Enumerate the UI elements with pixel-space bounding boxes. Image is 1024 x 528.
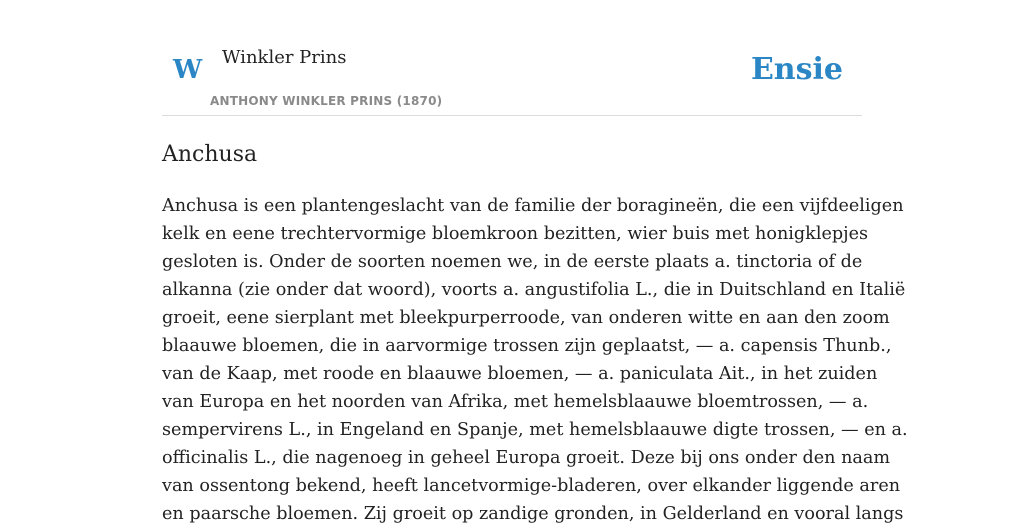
article-line: van de Kaap, met roode en blaauwe bloemen, — a. paniculata Ait., in het zuiden bbox=[162, 364, 878, 384]
ensie-logo[interactable]: Ensie bbox=[750, 52, 843, 87]
article-line: gesloten is. Onder de soorten noemen we, in de eerste plaats a. tinctoria of de bbox=[162, 252, 863, 272]
source-header bbox=[162, 40, 862, 116]
source-subtitle: ANTHONY WINKLER PRINS (1870) bbox=[210, 94, 443, 108]
article-line: alkanna (zie onder dat woord), voorts a. angustifolia L., die in Duitschland en Italië bbox=[162, 280, 906, 300]
article-line: kelk en eene trechtervormige bloemkroon bezitten, wier buis met honigklepjes bbox=[162, 224, 869, 244]
article-line: en paarsche bloemen. Zij groeit op zandige gronden, in Gelderland en vooral langs bbox=[162, 504, 904, 524]
article-line: blaauwe bloemen, die in aarvormige trossen zijn geplaatst, — a. capensis Thunb., bbox=[162, 336, 892, 356]
article-line: groeit, eene sierplant met bleekpurperroode, van onderen witte en aan den zoom bbox=[162, 308, 890, 328]
article-line: van Europa en het noorden van Afrika, met hemelsblaauwe bloemtrossen, — a. bbox=[162, 392, 869, 412]
article-title: Anchusa bbox=[162, 142, 258, 167]
article-line: van ossentong bekend, heeft lancetvormige-bladeren, over elkander liggende aren bbox=[162, 476, 901, 496]
source-logo[interactable]: W bbox=[173, 55, 203, 85]
article-line: officinalis L., die nagenoeg in geheel Europa groeit. Deze bij ons onder den naam bbox=[162, 448, 891, 468]
article-line: sempervirens L., in Engeland en Spanje, met hemelsblaauwe digte trossen, — en a. bbox=[162, 420, 908, 440]
article-line: Anchusa is een plantengeslacht van de familie der boragineën, die een vijfdeeligen bbox=[162, 196, 904, 216]
article-body bbox=[162, 192, 908, 528]
source-title-link[interactable]: Winkler Prins bbox=[222, 47, 347, 68]
